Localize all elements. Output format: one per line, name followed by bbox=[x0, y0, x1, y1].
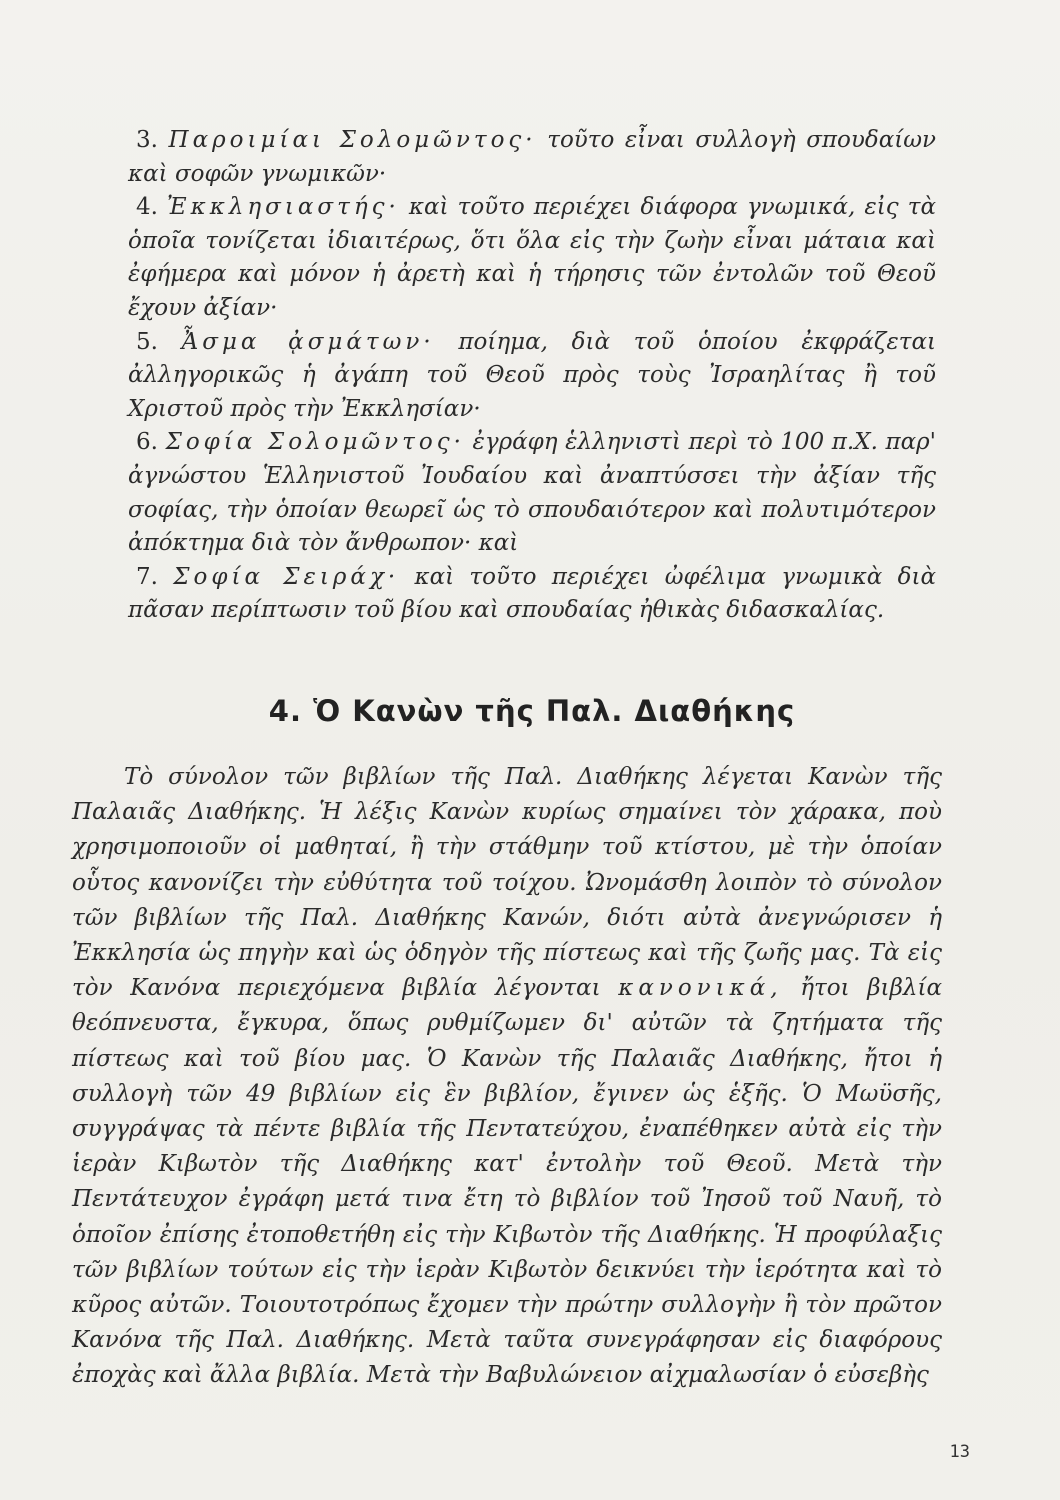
item-text: καὶ τοῦτο περιέχει ὠφέλιμα γνωμικὰ διὰ πᾶσαν περίπτωσιν τοῦ βίου καὶ σπουδαίας ἠθικὰς διδασκαλίας. bbox=[128, 563, 937, 624]
item-title: Ἆσμα ᾀσμάτων· bbox=[181, 328, 435, 355]
item-title: Παροιμίαι Σολομῶντος· bbox=[168, 127, 537, 153]
item-number: 7. bbox=[136, 563, 158, 590]
item-number: 5. bbox=[136, 328, 158, 355]
item-text: τοῦτο εἶναι συλλογὴ σπουδαίων καὶ σοφῶν γνωμικῶν· bbox=[128, 127, 936, 187]
body-paragraph bbox=[72, 760, 942, 1394]
book-list bbox=[128, 124, 936, 628]
item-title: Σοφία Σειράχ· bbox=[173, 563, 400, 590]
emphasized-term: κανονικά, bbox=[618, 975, 783, 1002]
list-item bbox=[128, 326, 936, 427]
paragraph-text-continued: ἤτοι βιβλία θεόπνευστα, ἔγκυρα, ὅπως ρυθμίζωμεν δι' αὐτῶν τὰ ζητήματα τῆς πίστεως καὶ τοῦ βίου μας. Ὁ Κανὼν τῆς Παλαιᾶς Διαθήκης, ἤτοι ἡ συλλογὴ τῶν 49 βιβλίων εἰς ἓν βιβλίον, ἔγινεν ὡς ἑξῆς. Ὁ Μωϋσῆς, συγγράψας τὰ πέντε βιβλία τῆς Πεντατεύχου, ἐναπέθηκεν αὐτὰ εἰς τὴν ἱερὰν Κιβωτὸν τῆς Διαθήκης κατ' ἐντολὴν τοῦ Θεοῦ. Μετὰ τὴν Πεντάτευχον ἐγράφη μετά τινα ἔτη τὸ βιβλίον τοῦ Ἰησοῦ τοῦ Ναυῆ, τὸ ὁποῖον ἐπίσης ἐτοποθετήθη εἰς τὴν Κιβωτὸν τῆς Διαθήκης. Ἡ προφύλαξις τῶν βιβλίων τούτων εἰς τὴν ἱερὰν Κιβωτὸν δεικνύει τὴν ἱερότητα καὶ τὸ κῦρος αὐτῶν. Τοιουτοτρόπως ἔχομεν τὴν πρώτην συλλογὴν ἢ τὸν πρῶτον Κανόνα τῆς Παλ. Διαθήκης. Μετὰ ταῦτα συνεγράφησαν εἰς διαφόρους ἐποχὰς καὶ ἄλλα βιβλία. Μετὰ τὴν Βαβυλώνειον αἰχμαλωσίαν ὁ εὐσεβὴς bbox=[72, 975, 942, 1389]
item-title: Σοφία Σολομῶντος· bbox=[165, 429, 465, 456]
list-item bbox=[128, 124, 936, 191]
item-number: 4. bbox=[136, 194, 158, 221]
item-text: ποίημα, διὰ τοῦ ὁποίου ἐκφράζεται ἀλληγορικῶς ἡ ἀγάπη τοῦ Θεοῦ πρὸς τοὺς Ἰσραηλίτας ἢ τοῦ Χριστοῦ πρὸς τὴν Ἐκκλησίαν· bbox=[128, 328, 937, 422]
section-body bbox=[72, 760, 942, 1394]
item-number: 3. bbox=[136, 127, 158, 153]
list-item bbox=[128, 191, 936, 325]
list-item bbox=[128, 561, 936, 628]
page-number: 13 bbox=[949, 1442, 970, 1462]
item-text: ἐγράφη ἑλληνιστὶ περὶ τὸ 100 π.Χ. παρ' ἀγνώστου Ἑλληνιστοῦ Ἰουδαίου καὶ ἀναπτύσσει τὴν ἀξίαν τῆς σοφίας, τὴν ὁποίαν θεωρεῖ ὡς τὸ σπουδαιότερον καὶ πολυτιμότερον ἀπόκτημα διὰ τὸν ἄνθρωπον· καὶ bbox=[128, 429, 936, 557]
item-number: 6. bbox=[136, 429, 158, 456]
list-item bbox=[128, 426, 936, 560]
section-heading: 4. Ὁ Κανὼν τῆς Παλ. Διαθήκης bbox=[268, 694, 796, 728]
paragraph-text: Τὸ σύνολον τῶν βιβλίων τῆς Παλ. Διαθήκης λέγεται Κανὼν τῆς Παλαιᾶς Διαθήκης. Ἡ λέξις Κανὼν κυρίως σημαίνει τὸν χάρακα, ποὺ χρησιμοποιοῦν οἱ μαθηταί, ἢ τὴν στάθμην τοῦ κτίστου, μὲ τὴν ὁποίαν οὗτος κανονίζει τὴν εὐθύτητα τοῦ τοίχου. Ὠνομάσθη λοιπὸν τὸ σύνολον τῶν βιβλίων τῆς Παλ. Διαθήκης Κανών, διότι αὐτὰ ἀνεγνώρισεν ἡ Ἐκκλησία ὡς πηγὴν καὶ ὡς ὁδηγὸν τῆς πίστεως καὶ τῆς ζωῆς μας. Τὰ εἰς τὸν Κανόνα περιεχόμενα βιβλία λέγονται bbox=[72, 764, 942, 1002]
item-title: Ἐκκλησιαστής· bbox=[167, 194, 400, 221]
item-text: καὶ τοῦτο περιέχει διάφορα γνωμικά, εἰς τὰ ὁποῖα τονίζεται ἰδιαιτέρως, ὅτι ὅλα εἰς τὴν ζωὴν εἶναι μάταια καὶ ἐφήμερα καὶ μόνον ἡ ἀρετὴ καὶ ἡ τήρησις τῶν ἐντολῶν τοῦ Θεοῦ ἔχουν ἀξίαν· bbox=[128, 194, 936, 321]
